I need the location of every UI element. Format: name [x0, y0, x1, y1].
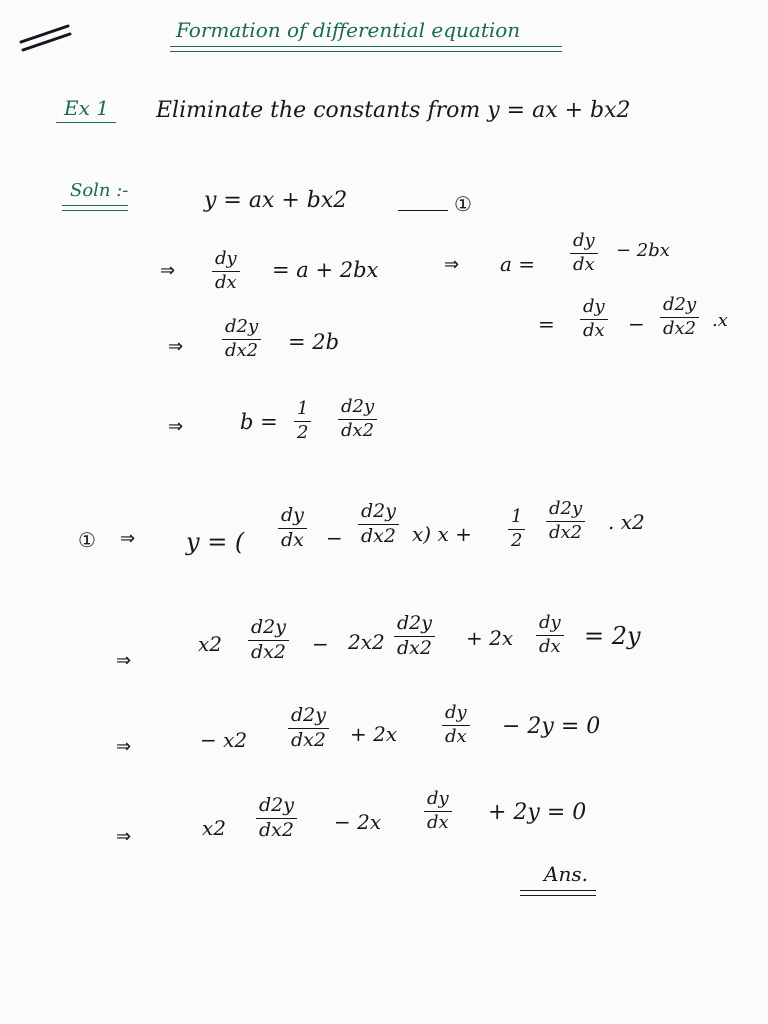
second-derivative-fraction [338, 398, 377, 441]
side-a-line-2-prefix: = [538, 312, 555, 336]
pen-mark-icon [18, 22, 74, 52]
example-label: Ex 1 [64, 96, 109, 120]
side-a-prefix: a = [500, 252, 536, 276]
fraction-numerator: dy [278, 506, 307, 529]
line-6-operator: − [312, 632, 329, 656]
second-derivative-fraction [394, 614, 435, 659]
fraction-numerator: 1 [508, 508, 525, 530]
fraction-numerator: d2y [546, 500, 585, 522]
second-derivative-fraction [546, 500, 585, 543]
line-8-term-1: x2 [202, 816, 227, 840]
fraction-numerator: d2y [288, 706, 329, 729]
fraction-denominator: dx [539, 635, 561, 657]
fraction-numerator: dy [536, 614, 564, 636]
fraction-denominator: dx2 [361, 524, 396, 547]
dy-dx-fraction [570, 232, 598, 275]
second-derivative-fraction [660, 296, 699, 339]
fraction-denominator: dx2 [341, 419, 375, 441]
fraction-denominator: dx2 [291, 728, 326, 751]
fraction-numerator: dy [570, 232, 598, 254]
fraction-numerator: d2y [256, 796, 297, 819]
line-5-prefix: y = ( [186, 528, 245, 556]
dy-dx-fraction [442, 704, 470, 747]
implies-arrow: ⇒ [168, 416, 184, 437]
line-7-term-2: + 2x [350, 722, 398, 746]
answer-label: Ans. [544, 862, 588, 886]
fraction-denominator: dx2 [259, 818, 294, 841]
fraction-denominator: dx [215, 271, 237, 293]
equation-line-1: y = ax + bx2 [204, 188, 348, 213]
fraction-numerator: d2y [358, 502, 399, 525]
implies-arrow: ⇒ [116, 826, 132, 847]
fraction-numerator: 1 [294, 400, 311, 422]
equation-number-1: ① [454, 192, 472, 216]
dy-dx-fraction [278, 506, 307, 551]
line-6-term-1: x2 [198, 632, 223, 656]
fraction-numerator: dy [442, 704, 470, 726]
fraction-denominator: dx2 [251, 640, 286, 663]
title-underline [170, 46, 562, 47]
second-derivative-fraction [358, 502, 399, 547]
implies-arrow: ⇒ [116, 650, 132, 671]
fraction-denominator: 2 [511, 529, 523, 551]
implies-arrow: ⇒ [160, 260, 176, 281]
one-half-fraction [294, 400, 311, 443]
line-8-term-2: − 2x [334, 810, 382, 834]
solution-label: Soln :- [70, 180, 129, 201]
fraction-denominator: dx [281, 528, 304, 551]
second-derivative-fraction [248, 618, 289, 663]
second-derivative-fraction [256, 796, 297, 841]
one-half-fraction [508, 508, 525, 551]
equation-line-1-blank [398, 210, 448, 211]
fraction-denominator: 2 [297, 421, 309, 443]
fraction-numerator: dy [424, 790, 452, 812]
fraction-numerator: dy [212, 250, 240, 272]
example-label-underline [56, 122, 116, 123]
fraction-denominator: dx2 [397, 636, 432, 659]
minus-sign: − [326, 526, 343, 550]
answer-underline [520, 890, 596, 891]
fraction-denominator: dx2 [225, 339, 259, 361]
answer-underline-2 [520, 895, 596, 896]
solution-label-underline-2 [62, 210, 128, 211]
minus-sign: − [628, 312, 645, 336]
fraction-denominator: dx [445, 725, 467, 747]
dy-dx-fraction [424, 790, 452, 833]
line-6-term-2: 2x2 [348, 630, 385, 654]
line-5-mid: x) x + [412, 522, 472, 546]
side-a-suffix: − 2bx [616, 240, 670, 261]
dy-dx-fraction [212, 250, 240, 293]
implies-arrow: ⇒ [168, 336, 184, 357]
equation-reference-1: ① [78, 528, 96, 552]
implies-arrow: ⇒ [120, 528, 136, 549]
fraction-denominator: dx2 [549, 521, 583, 543]
problem-statement: Eliminate the constants from y = ax + bx2 [156, 98, 631, 123]
line-6-rhs: = 2y [584, 622, 641, 650]
line-7-rhs: − 2y = 0 [502, 714, 601, 739]
fraction-denominator: dx [583, 319, 605, 341]
fraction-numerator: d2y [394, 614, 435, 637]
fraction-numerator: d2y [222, 318, 261, 340]
title-underline-2 [170, 51, 562, 52]
second-derivative-fraction [222, 318, 261, 361]
line-8-rhs: + 2y = 0 [488, 800, 587, 825]
fraction-denominator: dx [427, 811, 449, 833]
second-derivative-fraction [288, 706, 329, 751]
line-5-suffix: . x2 [608, 510, 645, 534]
line-6-term-3: + 2x [466, 626, 514, 650]
dy-dx-fraction [536, 614, 564, 657]
fraction-numerator: d2y [660, 296, 699, 318]
implies-arrow: ⇒ [444, 254, 460, 275]
side-a-line-2-suffix: .x [712, 310, 728, 331]
fraction-numerator: d2y [248, 618, 289, 641]
fraction-numerator: dy [580, 298, 608, 320]
equation-line-2-rhs: = a + 2bx [272, 258, 379, 282]
fraction-denominator: dx2 [663, 317, 697, 339]
solution-label-underline [62, 205, 128, 206]
implies-arrow: ⇒ [116, 736, 132, 757]
dy-dx-fraction [580, 298, 608, 341]
b-equals: b = [240, 410, 278, 434]
page-title: Formation of differential equation [176, 18, 521, 42]
equation-line-3-rhs: = 2b [288, 330, 340, 354]
line-7-term-1: − x2 [200, 728, 248, 752]
fraction-denominator: dx [573, 253, 595, 275]
fraction-numerator: d2y [338, 398, 377, 420]
